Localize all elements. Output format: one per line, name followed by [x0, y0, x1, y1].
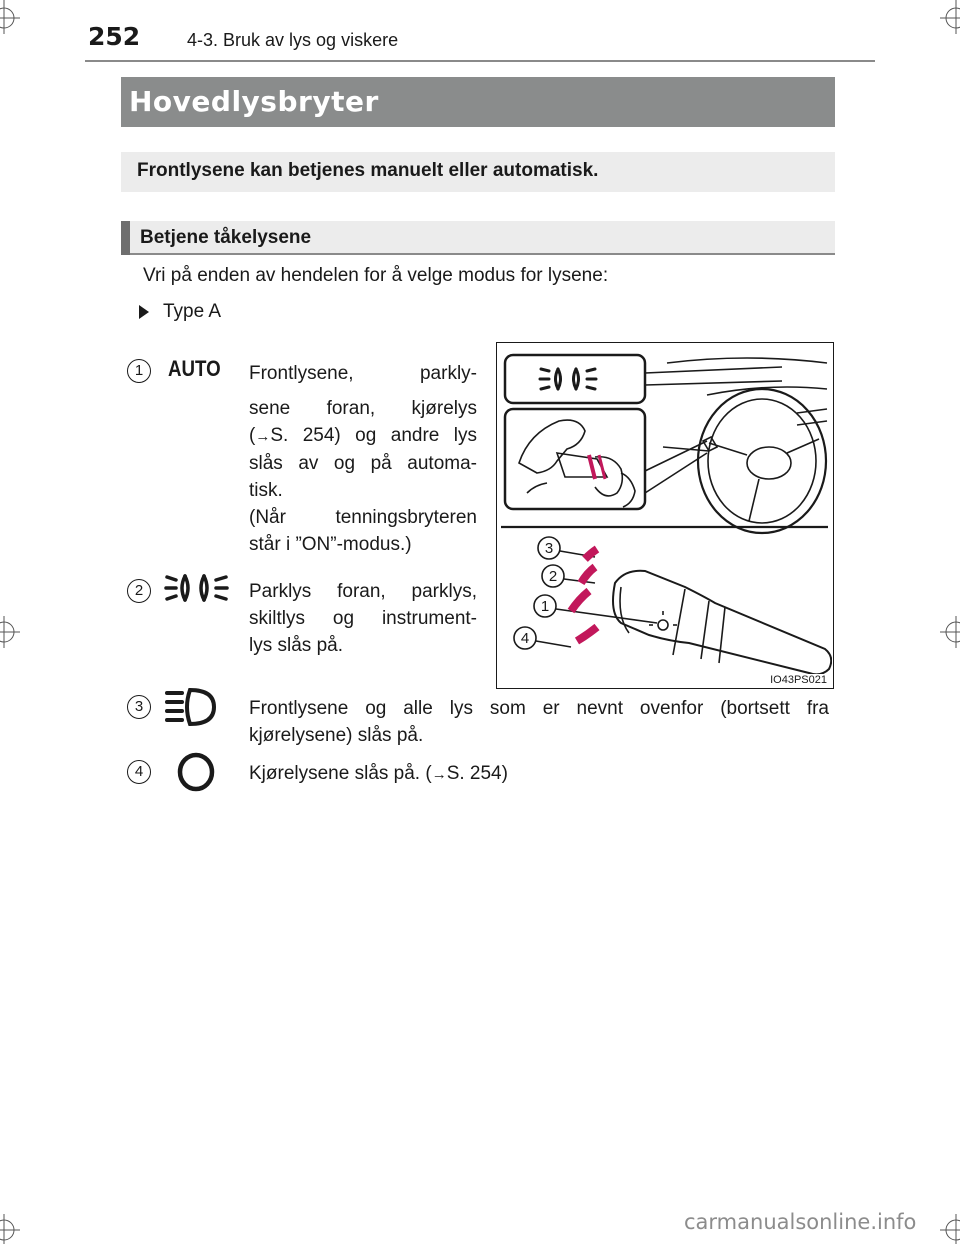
running-head: 4-3. Bruk av lys og viskere: [187, 30, 399, 50]
figure-code: IO43PS021: [770, 674, 827, 686]
item-3-text: [249, 695, 829, 749]
headlight-lever-drawing: [497, 343, 832, 687]
item-1-line: tisk.: [249, 480, 283, 501]
section-heading: Betjene tåkelysene: [140, 227, 312, 248]
intro-text: Vri på enden av hendelen for å velge modus for lysene:: [143, 265, 609, 286]
lever-illustration: [496, 342, 834, 689]
item-number-4: 4: [127, 760, 151, 784]
section-heading-stripe: [121, 221, 130, 255]
headlight-icon: [164, 687, 216, 727]
item-1-line: sene foran, kjørelys: [249, 398, 477, 419]
item-3-line: Frontlysene og alle lys som er nevnt ovenfor (bortsett fra: [249, 698, 829, 719]
item-2-line: lys slås på.: [249, 635, 343, 656]
reference-arrow-icon: →: [255, 428, 271, 445]
watermark: carmanualsonline.info: [684, 1210, 917, 1234]
item-1-line: Frontlysene, parkly-: [249, 363, 477, 384]
item-1-line: står i ”ON”-modus.): [249, 534, 412, 555]
page-number: 252: [88, 22, 141, 51]
daytime-running-light-icon: [176, 752, 216, 792]
item-1-line: (: [249, 425, 256, 446]
item-number-2: 2: [127, 579, 151, 603]
page-title: Hovedlysbryter: [129, 85, 379, 118]
reference-arrow-icon: →: [431, 766, 447, 783]
item-2-line: Parklys foran, parklys,: [249, 581, 477, 602]
item-2-line: skiltlys og instrument-: [249, 608, 477, 629]
item-4-text: [249, 760, 508, 788]
item-number-3: 3: [127, 695, 151, 719]
figure-callout-3: 3: [544, 540, 554, 557]
auto-mode-label: AUTO: [168, 356, 221, 381]
item-1-line: S. 254) og andre lys: [270, 425, 477, 446]
item-4-text-end: S. 254): [446, 763, 508, 784]
figure-callout-2: 2: [548, 568, 558, 585]
type-label: Type A: [163, 301, 222, 322]
item-4-text-start: Kjørelysene slås på. (: [249, 763, 432, 784]
item-number-1: 1: [127, 359, 151, 383]
item-2-text: [249, 578, 477, 659]
item-3-line: kjørelysene) slås på.: [249, 725, 424, 746]
header-rule: [85, 60, 875, 62]
item-1-text: [249, 360, 477, 558]
item-1-line: (Når tenningsbryteren: [249, 507, 477, 528]
summary-text: Frontlysene kan betjenes manuelt eller automatisk.: [137, 160, 599, 181]
parking-light-icon: [164, 570, 230, 606]
item-1-line: slås av og på automa-: [249, 453, 477, 474]
figure-callout-4: 4: [520, 630, 530, 647]
triangle-bullet-icon: [139, 305, 149, 319]
figure-callout-1: 1: [540, 598, 550, 615]
